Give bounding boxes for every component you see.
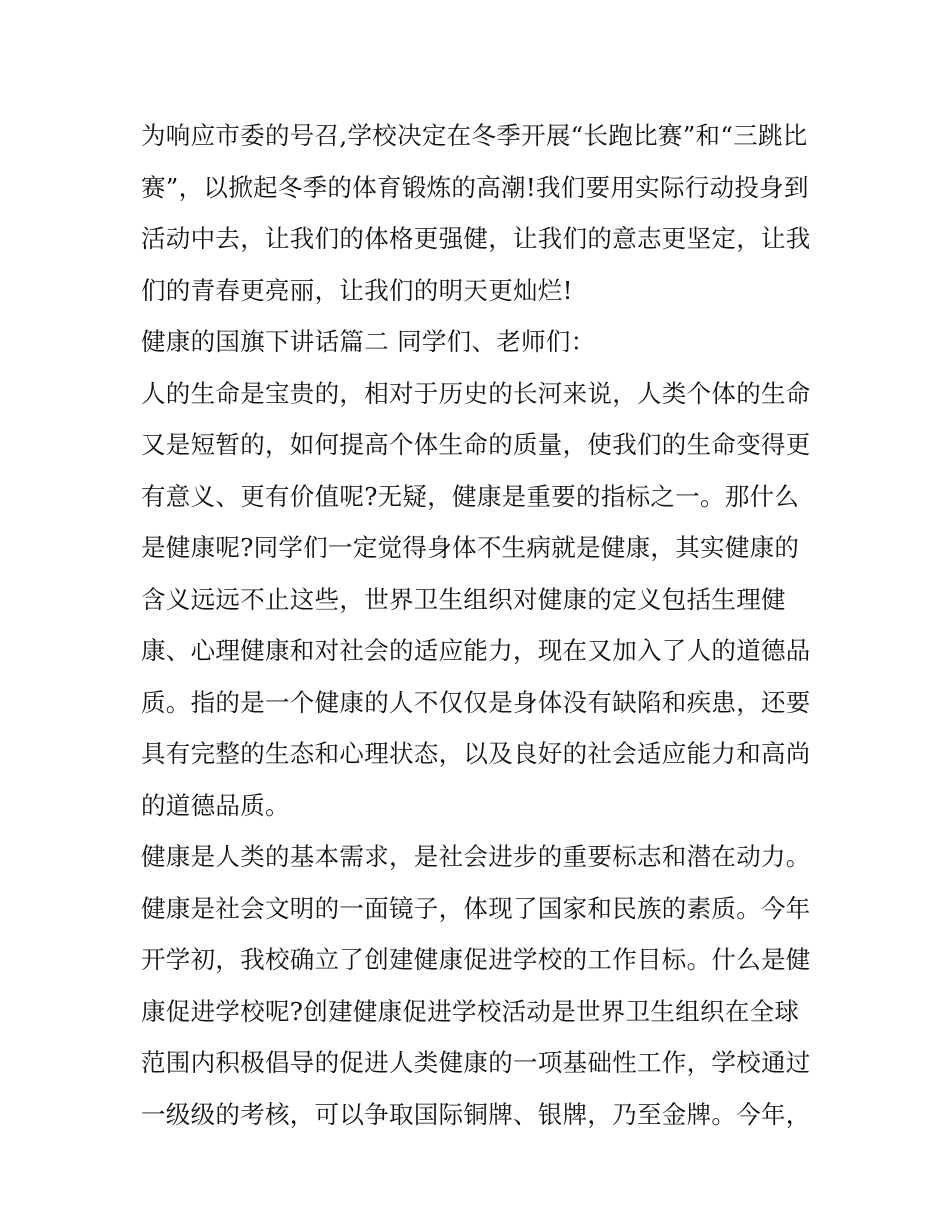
text-line-18: 康促进学校呢?创建健康促进学校活动是世界卫生组织在全球 bbox=[141, 996, 800, 1026]
text-line-15: 健康是人类的基本需求，是社会进步的重要标志和潜在动力。 bbox=[141, 842, 811, 871]
text-line-19: 范围内积极倡导的促进人类健康的一项基础性工作，学校通过 bbox=[141, 1048, 811, 1077]
text-line-17: 开学初，我校确立了创建健康促进学校的工作目标。什么是健 bbox=[141, 945, 811, 974]
text-line-6: 人的生命是宝贵的，相对于历史的长河来说，人类个体的生命 bbox=[141, 378, 811, 408]
text-line-12: 质。指的是一个健康的人不仅仅是身体没有缺陷和疾患，还要 bbox=[141, 687, 811, 717]
text-line-2: 赛”，以掀起冬季的体育锻炼的高潮!我们要用实际行动投身到 bbox=[141, 172, 809, 202]
text-line-10: 含义远远不止这些，世界卫生组织对健康的定义包括生理健 bbox=[141, 584, 786, 614]
section-heading-line: 健康的国旗下讲话篇二 同学们、老师们： bbox=[141, 327, 596, 356]
text-line-16: 健康是社会文明的一面镜子，体现了国家和民族的素质。今年 bbox=[141, 893, 811, 923]
text-line-1: 为响应市委的号召,学校决定在冬季开展“长跑比赛”和“三跳比 bbox=[141, 121, 808, 150]
text-line-9: 是健康呢?同学们一定觉得身体不生病就是健康，其实健康的 bbox=[141, 533, 800, 562]
text-line-7: 又是短暂的，如何提高个体生命的质量，使我们的生命变得更 bbox=[141, 430, 811, 459]
text-line-11: 康、心理健康和对社会的适应能力，现在又加入了人的道德品 bbox=[141, 636, 811, 665]
text-line-13: 具有完整的生态和心理状态，以及良好的社会适应能力和高尚 bbox=[141, 739, 811, 768]
text-line-4: 们的青春更亮丽，让我们的明天更灿烂! bbox=[141, 275, 573, 305]
text-line-8: 有意义、更有价值呢?无疑，健康是重要的指标之一。那什么 bbox=[141, 481, 800, 511]
body-text bbox=[141, 110, 821, 1140]
text-line-14: 的道德品质。 bbox=[141, 790, 290, 820]
text-line-3: 活动中去，让我们的体格更强健，让我们的意志更坚定，让我 bbox=[141, 224, 811, 253]
text-line-20: 一级级的考核，可以争取国际铜牌、银牌，乃至金牌。今年， bbox=[141, 1099, 811, 1129]
